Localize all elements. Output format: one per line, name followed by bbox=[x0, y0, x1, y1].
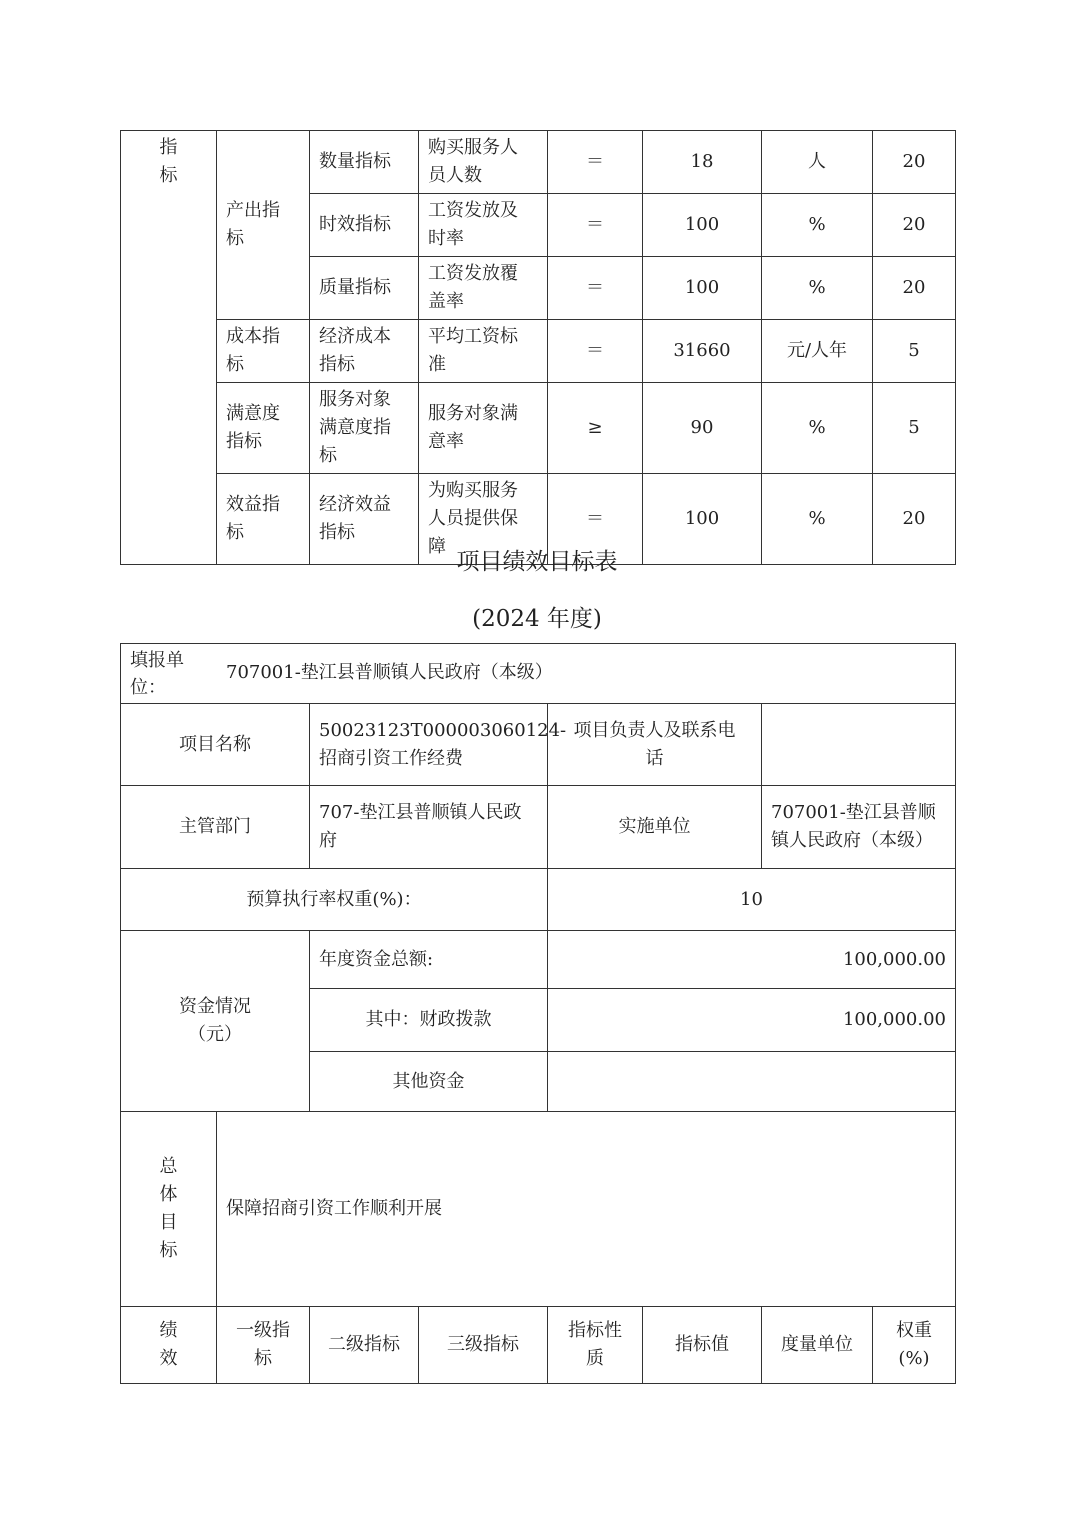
implementing-unit-value: 707001-垫江县普顺 镇人民政府（本级） bbox=[762, 786, 956, 869]
contact-value bbox=[762, 704, 956, 786]
level3-cell: 工资发放覆 盖率 bbox=[419, 257, 548, 320]
unit-cell: % bbox=[762, 474, 873, 565]
level1-output: 产出指 标 bbox=[217, 131, 310, 320]
reporting-unit-value: 707001-垫江县普顺镇人民政府（本级） bbox=[226, 662, 553, 683]
level1-cost: 成本指 标 bbox=[217, 320, 310, 383]
indicator-table-continuation bbox=[120, 130, 956, 565]
nature-cell: ＝ bbox=[548, 194, 643, 257]
value-cell: 90 bbox=[643, 383, 762, 474]
value-cell: 100 bbox=[643, 474, 762, 565]
weight-cell: 20 bbox=[873, 194, 956, 257]
header-value: 指标值 bbox=[643, 1307, 762, 1384]
weight-cell: 20 bbox=[873, 131, 956, 194]
level2-cell: 时效指标 bbox=[310, 194, 419, 257]
level2-cell: 服务对象 满意度指 标 bbox=[310, 383, 419, 474]
value-cell: 100 bbox=[643, 257, 762, 320]
weight-cell: 5 bbox=[873, 320, 956, 383]
project-name-label: 项目名称 bbox=[121, 704, 310, 786]
fiscal-allocation-value: 100,000.00 bbox=[548, 989, 956, 1052]
nature-cell: ＝ bbox=[548, 474, 643, 565]
level2-cell: 质量指标 bbox=[310, 257, 419, 320]
other-funds-label: 其他资金 bbox=[310, 1052, 548, 1112]
unit-cell: % bbox=[762, 383, 873, 474]
value-cell: 18 bbox=[643, 131, 762, 194]
nature-cell: ＝ bbox=[548, 131, 643, 194]
supervising-dept-label: 主管部门 bbox=[121, 786, 310, 869]
page-subtitle: (2024 年度) bbox=[472, 606, 602, 632]
header-level2: 二级指标 bbox=[310, 1307, 419, 1384]
header-level3: 三级指标 bbox=[419, 1307, 548, 1384]
nature-cell: ≥ bbox=[548, 383, 643, 474]
implementing-unit-label: 实施单位 bbox=[548, 786, 762, 869]
header-level1: 一级指 标 bbox=[217, 1307, 310, 1384]
annual-total-value: 100,000.00 bbox=[548, 931, 956, 989]
performance-target-form bbox=[120, 643, 956, 1384]
level3-cell: 服务对象满 意率 bbox=[419, 383, 548, 474]
nature-cell: ＝ bbox=[548, 320, 643, 383]
weight-cell: 20 bbox=[873, 257, 956, 320]
header-weight: 权重 (%) bbox=[873, 1307, 956, 1384]
fiscal-allocation-label: 其中：财政拨款 bbox=[310, 989, 548, 1052]
level2-cell: 经济成本 指标 bbox=[310, 320, 419, 383]
level3-cell: 工资发放及 时率 bbox=[419, 194, 548, 257]
reporting-unit-row bbox=[121, 644, 956, 704]
level3-cell: 购买服务人 员人数 bbox=[419, 131, 548, 194]
header-unit: 度量单位 bbox=[762, 1307, 873, 1384]
unit-cell: 人 bbox=[762, 131, 873, 194]
unit-cell: % bbox=[762, 194, 873, 257]
project-name-value: 50023123T000003060124- 招商引资工作经费 bbox=[310, 704, 548, 786]
overall-goal-value: 保障招商引资工作顺利开展 bbox=[217, 1112, 956, 1307]
budget-weight-value: 10 bbox=[548, 869, 956, 931]
level1-benefit: 效益指 标 bbox=[217, 474, 310, 565]
contact-label: 项目负责人及联系电 话 bbox=[548, 704, 762, 786]
header-nature: 指标性 质 bbox=[548, 1307, 643, 1384]
unit-cell: % bbox=[762, 257, 873, 320]
level1-satisfaction: 满意度 指标 bbox=[217, 383, 310, 474]
supervising-dept-value: 707-垫江县普顺镇人民政 府 bbox=[310, 786, 548, 869]
value-cell: 100 bbox=[643, 194, 762, 257]
budget-weight-label: 预算执行率权重(%)： bbox=[121, 869, 548, 931]
funds-label: 资金情况 （元） bbox=[121, 931, 310, 1112]
value-cell: 31660 bbox=[643, 320, 762, 383]
weight-cell: 5 bbox=[873, 383, 956, 474]
level3-cell: 平均工资标 准 bbox=[419, 320, 548, 383]
annual-total-label: 年度资金总额: bbox=[310, 931, 548, 989]
level3-cell: 为购买服务 人员提供保 障 bbox=[419, 474, 548, 565]
overall-goal-label: 总 体 目 标 bbox=[121, 1112, 217, 1307]
indicator-label: 指 标 bbox=[121, 131, 217, 565]
other-funds-value bbox=[548, 1052, 956, 1112]
page-title: 项目绩效目标表 bbox=[456, 549, 618, 575]
level2-cell: 数量指标 bbox=[310, 131, 419, 194]
unit-cell: 元/人年 bbox=[762, 320, 873, 383]
header-performance: 绩 效 bbox=[121, 1307, 217, 1384]
reporting-unit-label: 填报单 位： bbox=[130, 650, 184, 698]
nature-cell: ＝ bbox=[548, 257, 643, 320]
weight-cell: 20 bbox=[873, 474, 956, 565]
level2-cell: 经济效益 指标 bbox=[310, 474, 419, 565]
